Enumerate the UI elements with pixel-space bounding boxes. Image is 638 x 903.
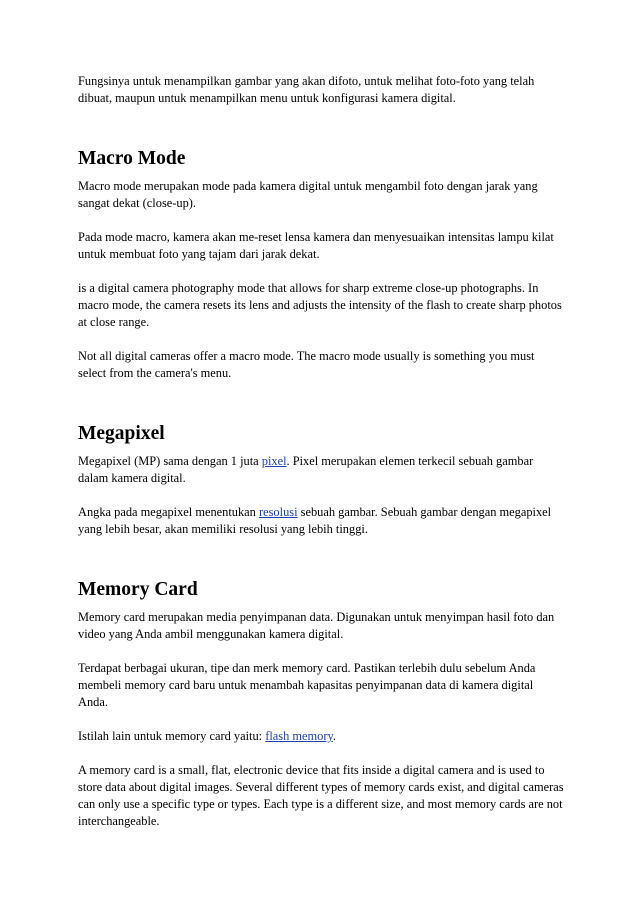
memory-p3-text-after: . (332, 729, 336, 743)
intro-paragraph: Fungsinya untuk menampilkan gambar yang akan difoto, untuk melihat foto-foto yang telah dibuat, maupun untuk menampilkan menu untuk konfigurasi kamera digital. (78, 74, 535, 105)
macro-paragraph-2: Pada mode macro, kamera akan me-reset lensa kamera dan menyesuaikan intensitas lampu kilat untuk membuat foto yang tajam dari jarak dekat. (78, 230, 554, 261)
megapixel-p1-text-before: Megapixel (MP) sama dengan 1 juta (78, 454, 262, 468)
pixel-link[interactable]: pixel (261, 454, 287, 468)
megapixel-paragraph-2 (78, 504, 564, 538)
macro-paragraph-4: Not all digital cameras offer a macro mode. The macro mode usually is something you must select from the camera's menu. (78, 349, 535, 380)
macro-paragraph-1: Macro mode merupakan mode pada kamera digital untuk mengambil foto dengan jarak yang sangat dekat (close-up). (78, 179, 538, 210)
megapixel-p2-text-after: sebuah gambar. Sebuah gambar dengan megapixel yang lebih besar, akan memiliki resolusi yang lebih tinggi. (78, 505, 552, 536)
megapixel-heading: Megapixel (78, 423, 165, 444)
memory-card-heading: Memory Card (78, 579, 198, 600)
megapixel-p1-text-after: . Pixel merupakan elemen terkecil sebuah gambar dalam kamera digital. (78, 454, 534, 485)
memory-paragraph-4: A memory card is a small, flat, electronic device that fits inside a digital camera and is used to store data about digital images. Several different types of memory cards exist, and digital cameras can only use a specific type or types. Each type is a different size, and most memory cards are not interchangeable. (78, 763, 564, 828)
flash-memory-link[interactable]: flash memory (265, 729, 333, 743)
memory-paragraph-1: Memory card merupakan media penyimpanan data. Digunakan untuk menyimpan hasil foto dan video yang Anda ambil menggunakan kamera digital. (78, 610, 555, 641)
macro-mode-heading: Macro Mode (78, 148, 186, 169)
memory-paragraph-3 (78, 728, 564, 745)
document-page (78, 73, 564, 830)
memory-p3-text-before: Istilah lain untuk memory card yaitu: (78, 729, 266, 743)
memory-paragraph-2: Terdapat berbagai ukuran, tipe dan merk memory card. Pastikan terlebih dulu sebelum Anda membeli memory card baru untuk menambah kapasitas penyimpanan data di kamera digital Anda. (78, 661, 536, 709)
megapixel-p2-text-before: Angka pada megapixel menentukan (78, 505, 259, 519)
macro-paragraph-3: is a digital camera photography mode that allows for sharp extreme close-up photographs. In macro mode, the camera resets its lens and adjusts the intensity of the flash to create sharp photos at close range. (78, 281, 562, 329)
resolusi-link[interactable]: resolusi (258, 505, 298, 519)
megapixel-paragraph-1 (78, 453, 564, 487)
